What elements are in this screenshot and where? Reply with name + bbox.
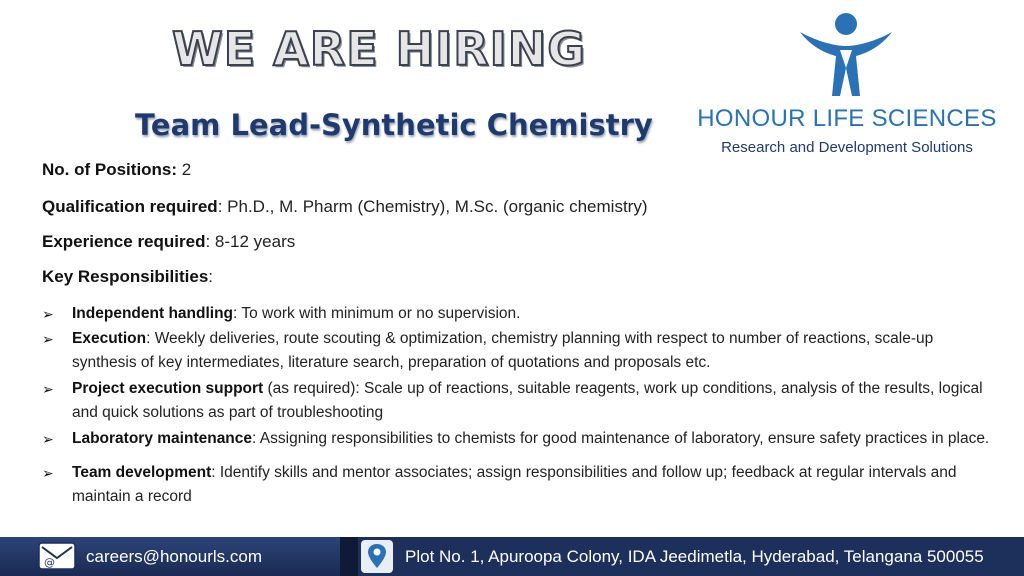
arrow-bullet-icon: ➢ — [42, 306, 54, 322]
headline: WE ARE HIRING — [172, 22, 587, 76]
svg-text:@: @ — [44, 556, 55, 569]
positions-label: No. of Positions: — [42, 160, 178, 179]
experience-value: : 8-12 years — [205, 232, 296, 251]
responsibility-title: Project execution support — [72, 380, 264, 397]
footer-divider — [340, 537, 358, 576]
location-pin-icon — [361, 540, 393, 573]
qualification-label: Qualification required — [42, 197, 218, 216]
responsibility-text: : Weekly deliveries, route scouting & optimization, chemistry planning with respect to number of reactions, scale-up synthesis of key intermediates, literature search, preparation of quotations and proposals etc. — [72, 330, 934, 371]
responsibilities-heading — [42, 267, 213, 287]
list-item — [42, 327, 992, 375]
positions-line — [42, 160, 191, 180]
arrow-bullet-icon: ➢ — [42, 381, 54, 397]
company-logo — [684, 10, 1010, 160]
responsibility-text: : Assigning responsibilities to chemists for good maintenance of laboratory, ensure safety practices in place. — [252, 430, 990, 447]
list-item — [42, 427, 992, 451]
qualification-line — [42, 197, 648, 217]
responsibilities-list — [42, 302, 992, 509]
list-item — [42, 377, 992, 425]
responsibility-title: Independent handling — [72, 305, 234, 322]
email-link[interactable]: careers@honourls.com — [86, 547, 262, 566]
experience-line — [42, 232, 295, 252]
responsibilities-label: Key Responsibilities — [42, 267, 209, 286]
office-address: Plot No. 1, Apuroopa Colony, IDA Jeedimetla, Hyderabad, Telangana 500055 — [405, 547, 984, 566]
arrow-bullet-icon: ➢ — [42, 431, 54, 447]
list-item — [42, 302, 992, 326]
company-name: HONOUR LIFE SCIENCES — [697, 105, 997, 132]
responsibility-title: Laboratory maintenance — [72, 430, 253, 447]
qualification-value: : Ph.D., M. Pharm (Chemistry), M.Sc. (organic chemistry) — [217, 197, 648, 216]
person-figure-logo-icon — [796, 10, 896, 98]
responsibility-title: Execution — [72, 330, 147, 347]
arrow-bullet-icon: ➢ — [42, 465, 54, 481]
positions-value: 2 — [177, 160, 192, 179]
experience-label: Experience required — [42, 232, 206, 251]
list-item — [42, 461, 992, 509]
responsibility-text: (as required): Scale up of reactions, suitable reagents, work up conditions, analysis of the results, logical and quick solutions as part of troubleshooting — [72, 380, 983, 421]
responsibility-text: : To work with minimum or no supervision. — [233, 305, 521, 322]
job-title: Team Lead-Synthetic Chemistry — [135, 108, 653, 142]
responsibility-title: Team development — [72, 464, 212, 481]
responsibilities-suffix: : — [208, 267, 214, 286]
responsibility-text: : Identify skills and mentor associates; assign responsibilities and follow up; feedback at regular intervals and maintain a record — [72, 464, 957, 505]
arrow-bullet-icon: ➢ — [42, 331, 54, 347]
mail-icon — [38, 542, 76, 570]
footer-bar — [0, 537, 1024, 576]
company-tagline: Research and Development Solutions — [721, 139, 973, 156]
